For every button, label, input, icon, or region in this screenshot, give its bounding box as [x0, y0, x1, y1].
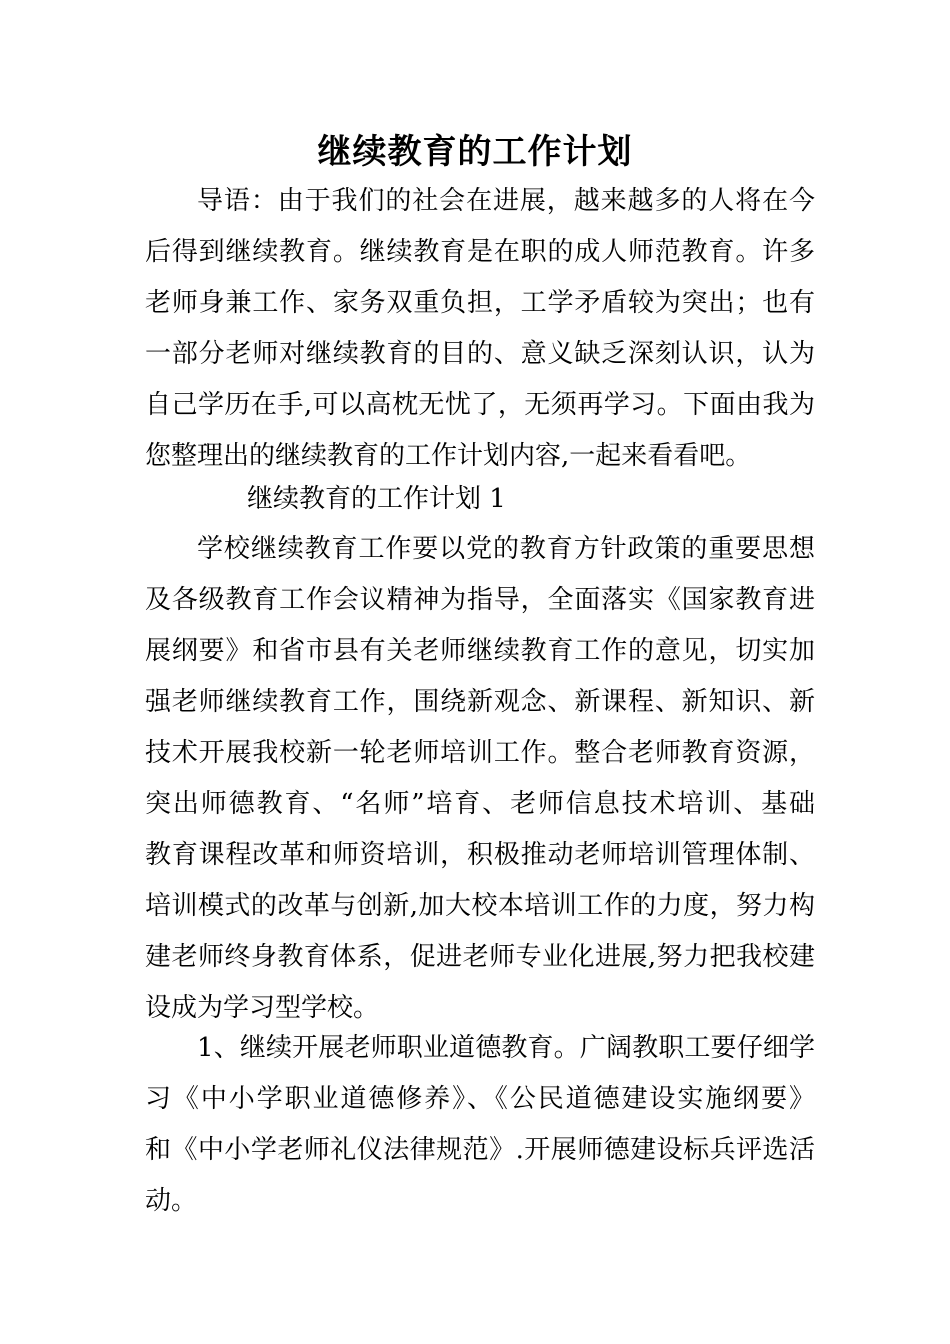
- paragraph-line: 突出师德教育、“名师”培育、老师信息技术培训、基础: [145, 789, 815, 819]
- paragraph-line: 培训模式的改革与创新,加大校本培训工作的力度，努力构: [145, 891, 815, 921]
- document-title: 继续教育的工作计划: [317, 132, 633, 172]
- paragraph-line: 建老师终身教育体系，促进老师专业化进展,努力把我校建: [145, 942, 815, 972]
- intro-paragraph: [145, 176, 815, 482]
- section-heading: 继续教育的工作计划 1: [247, 484, 506, 514]
- list-item-paragraph: [145, 1023, 815, 1227]
- intro-line: 导语：由于我们的社会在进展，越来越多的人将在今: [197, 186, 815, 216]
- intro-line: 老师身兼工作、家务双重负担，工学矛盾较为突出；也有: [145, 288, 815, 318]
- paragraph-line: 展纲要》和省市县有关老师继续教育工作的意见，切实加: [145, 636, 815, 666]
- paragraph-line: 学校继续教育工作要以党的教育方针政策的重要思想: [197, 534, 815, 564]
- paragraph-line: 1、继续开展老师职业道德教育。广阔教职工要仔细学: [197, 1033, 815, 1063]
- paragraph-line: 教育课程改革和师资培训，积极推动老师培训管理体制、: [145, 840, 815, 870]
- paragraph-line: 强老师继续教育工作，围绕新观念、新课程、新知识、新: [145, 687, 815, 717]
- paragraph-line: 技术开展我校新一轮老师培训工作。整合老师教育资源，: [145, 738, 815, 768]
- paragraph-line: 设成为学习型学校。: [145, 993, 380, 1023]
- paragraph-line: 动。: [145, 1186, 198, 1216]
- intro-line: 一部分老师对继续教育的目的、意义缺乏深刻认识，认为: [145, 339, 815, 369]
- paragraph-line: 和《中小学老师礼仪法律规范》.开展师德建设标兵评选活: [145, 1135, 815, 1165]
- intro-line: 您整理出的继续教育的工作计划内容,一起来看看吧。: [145, 441, 752, 471]
- body-paragraph: [145, 524, 815, 1034]
- paragraph-line: 及各级教育工作会议精神为指导，全面落实《国家教育进: [145, 585, 815, 615]
- intro-line: 后得到继续教育。继续教育是在职的成人师范教育。许多: [145, 237, 815, 267]
- intro-line: 自己学历在手,可以高枕无忧了，无须再学习。下面由我为: [145, 390, 815, 420]
- paragraph-line: 习《中小学职业道德修养》、《公民道德建设实施纲要》: [145, 1084, 815, 1114]
